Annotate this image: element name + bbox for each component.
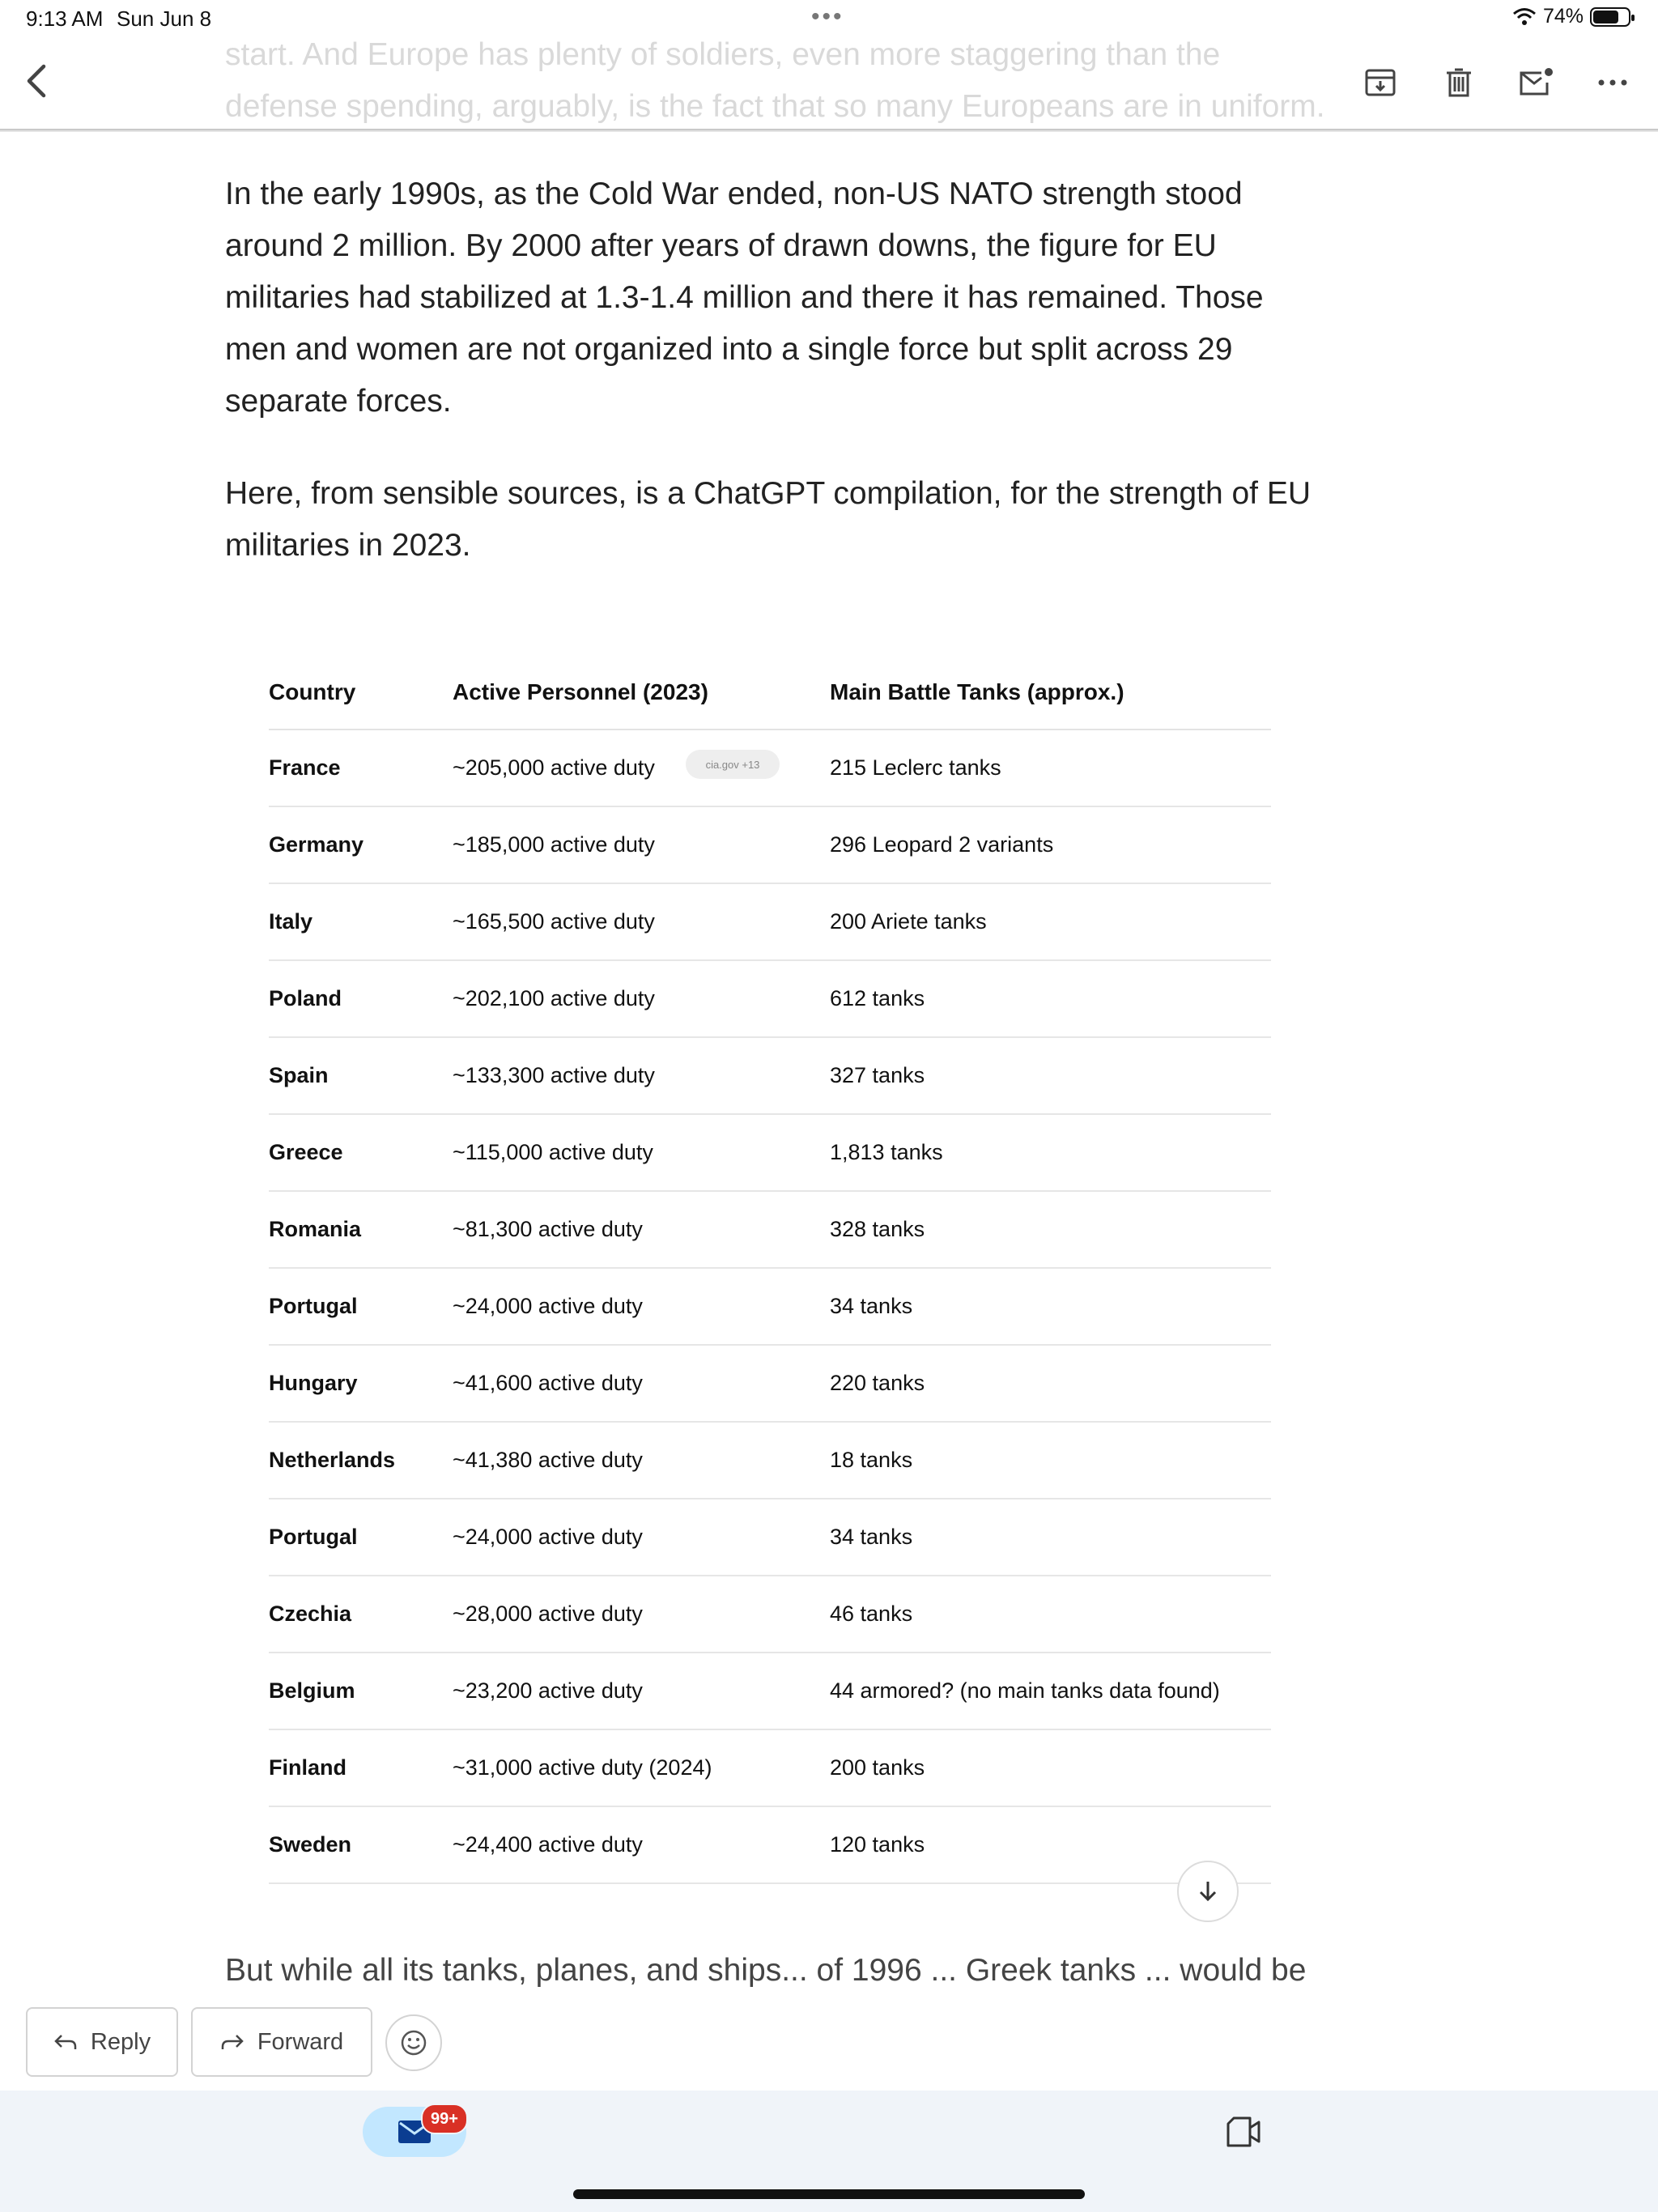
cell-country: Finland [269,1755,346,1780]
table-row [269,1115,1271,1192]
reply-label: Reply [90,2028,151,2055]
table-row [269,807,1271,884]
table-row [269,1192,1271,1269]
mark-unread-icon[interactable] [1517,65,1556,100]
table-row [269,884,1271,961]
cell-personnel: ~24,400 active duty [453,1832,643,1857]
cell-tanks: 327 tanks [830,1063,925,1087]
cell-personnel: ~31,000 active duty (2024) [453,1755,712,1780]
cell-tanks: 215 Leclerc tanks [830,755,1001,780]
header-divider [0,129,1658,132]
multitasking-dots-icon[interactable]: ••• [811,3,844,30]
cell-tanks: 18 tanks [830,1448,913,1472]
forward-button[interactable] [191,2007,372,2077]
table-row [269,961,1271,1038]
body-paragraph-2: Here, from sensible sources, is a ChatGPT compilation, for the strength of EU militaries in 2023. [225,476,1312,563]
forward-icon [220,2032,244,2052]
battery-icon [1590,7,1630,27]
source-citation-chip[interactable]: cia.gov +13 [686,750,780,779]
cell-personnel: ~41,380 active duty [453,1448,643,1472]
table-row [269,1423,1271,1499]
cell-personnel: ~24,000 active duty [453,1294,643,1318]
cell-tanks: 44 armored? (no main tanks data found) [830,1678,1220,1703]
table-row [269,730,1271,807]
body-paragraph-1: In the early 1990s, as the Cold War ended, non-US NATO strength stood around 2 million. By 2000 after years of drawn downs, the figure for EU militaries had stabilized at 1.3-1.4 million and there it has remained. Those men and women are not organized into a single force but split across 29 separate forces. [225,177,1264,419]
cell-tanks: 1,813 tanks [830,1140,943,1164]
cell-tanks: 34 tanks [830,1294,913,1318]
battery-fill [1593,11,1618,23]
header-personnel: Active Personnel (2023) [453,679,708,704]
forward-label: Forward [257,2028,344,2055]
table-row [269,1038,1271,1115]
cell-personnel: ~202,100 active duty [453,986,655,1010]
trash-icon[interactable] [1441,65,1477,100]
cell-personnel: ~81,300 active duty [453,1217,643,1241]
cell-personnel: ~23,200 active duty [453,1678,643,1703]
cell-personnel: ~28,000 active duty [453,1602,643,1626]
arrow-down-icon [1197,1879,1219,1904]
cell-tanks: 46 tanks [830,1602,913,1626]
archive-icon[interactable] [1363,65,1398,100]
cell-personnel: ~41,600 active duty [453,1371,643,1395]
cut-off-paragraph-text: But while all its tanks, planes, and ships... of 1996 ... Greek tanks ... would be [225,1953,1307,1988]
cell-country: Italy [269,909,313,934]
table-row [269,1499,1271,1576]
table-row [269,1576,1271,1653]
emoji-reaction-button[interactable] [385,2014,442,2071]
table-row [269,1269,1271,1346]
cell-tanks: 328 tanks [830,1217,925,1241]
cell-tanks: 34 tanks [830,1525,913,1549]
cell-country: Portugal [269,1525,358,1549]
back-chevron-icon[interactable] [19,58,52,104]
cell-country: Sweden [269,1832,352,1857]
cell-country: Netherlands [269,1448,396,1472]
more-horizontal-icon[interactable] [1596,65,1629,100]
cell-personnel: ~185,000 active duty [453,832,655,857]
military-strength-table [269,656,1271,1884]
reply-icon [53,2032,78,2052]
cell-country: Portugal [269,1294,358,1318]
cell-tanks: 120 tanks [830,1832,925,1857]
wifi-icon [1512,7,1537,27]
cell-personnel: ~115,000 active duty [453,1140,653,1164]
scroll-down-button[interactable] [1177,1861,1239,1922]
status-date: Sun Jun 8 [117,6,212,31]
home-indicator[interactable] [573,2189,1085,2199]
cell-country: Poland [269,986,342,1010]
cell-personnel: ~24,000 active duty [453,1525,643,1549]
table-row [269,1807,1271,1884]
table-row [269,1346,1271,1423]
cell-country: Belgium [269,1678,355,1703]
cut-off-paragraph [225,1953,1326,1993]
cell-country: Hungary [269,1371,358,1395]
cell-personnel: ~205,000 active duty [453,755,655,780]
video-icon[interactable] [1226,2116,1261,2148]
faded-previous-paragraph: start. And Europe has plenty of soldiers, even more staggering than the defense spending, arguably, is the fact that so many Europeans are in uniform. [225,37,1325,124]
table-row [269,1730,1271,1807]
table-body [269,730,1271,1884]
cell-country: Czechia [269,1602,352,1626]
header-country: Country [269,679,356,704]
cell-personnel: ~133,300 active duty [453,1063,655,1087]
cell-tanks: 612 tanks [830,986,925,1010]
cell-tanks: 200 Ariete tanks [830,909,987,934]
status-indicators [1512,5,1630,28]
emoji-icon [400,2029,427,2057]
mail-unread-badge: 99+ [421,2104,468,2134]
reply-button[interactable] [26,2007,178,2077]
table-header-row [269,656,1271,730]
cell-tanks: 200 tanks [830,1755,925,1780]
cell-country: France [269,755,341,780]
cell-country: Romania [269,1217,362,1241]
table-row [269,1653,1271,1730]
cell-tanks: 296 Leopard 2 variants [830,832,1054,857]
cell-country: Spain [269,1063,329,1087]
cell-personnel: ~165,500 active duty [453,909,655,934]
cell-tanks: 220 tanks [830,1371,925,1395]
status-time: 9:13 AM [26,6,104,31]
header-tanks: Main Battle Tanks (approx.) [830,679,1124,704]
cell-country: Germany [269,832,364,857]
battery-percent: 74% [1542,5,1584,28]
cell-country: Greece [269,1140,343,1164]
